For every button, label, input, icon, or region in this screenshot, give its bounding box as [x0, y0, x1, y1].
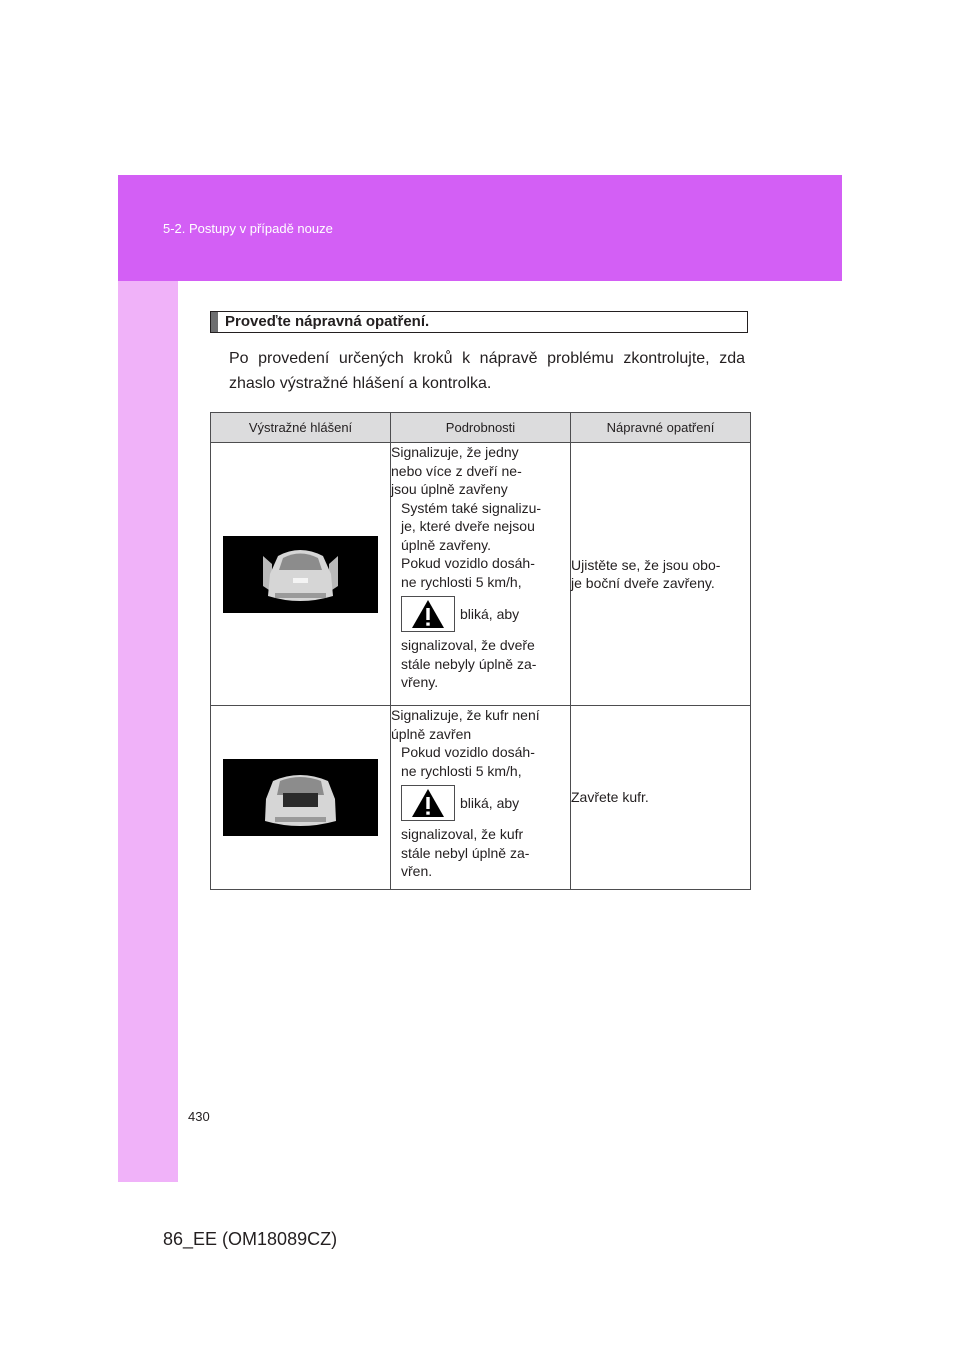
details-sub-line: Systém také signalizu- [401, 499, 542, 516]
details-sub-line: úplně zavřeny. [401, 536, 492, 553]
warning-image-cell [211, 443, 391, 706]
details-sub-line: Pokud vozidlo dosáh- [401, 555, 535, 571]
details-after-line: vřeny. [401, 674, 439, 690]
details-sub-line: je, které dveře nejsou [401, 518, 535, 534]
details-line: úplně zavřen [391, 725, 472, 742]
car-rear-trunk-open-icon [223, 759, 378, 836]
details-line: Signalizuje, že jedny [391, 444, 519, 460]
page-number: 430 [188, 1109, 210, 1124]
details-line: jsou úplně zavřeny [391, 481, 508, 497]
side-band [118, 281, 178, 1182]
intro-paragraph: Po provedení určených kroků k nápravě problému zkontrolujte, zda zhaslo výstražné hlášení a kontrolka. [229, 350, 745, 392]
details-after-line: signalizoval, že dveře [401, 637, 535, 653]
step-heading-box [210, 311, 748, 333]
warning-image-cell [211, 706, 391, 890]
warning-text: bliká, aby [460, 794, 520, 811]
section-label: 5-2. Postupy v případě nouze [163, 221, 333, 236]
warning-table [210, 412, 751, 890]
details-sub-line: ne rychlosti 5 km/h, [401, 573, 522, 590]
details-line: nebo více z dveří ne- [391, 462, 522, 479]
details-after-line: stále nebyl úplně za- [401, 844, 530, 861]
remedy-line: je boční dveře zavřeny. [571, 575, 715, 591]
remedy-line: Ujistěte se, že jsou obo- [571, 556, 721, 573]
table-row [211, 443, 751, 706]
column-header: Nápravné opatření [571, 413, 751, 443]
step-title: Proveďte nápravná opatření. [225, 313, 430, 330]
details-after-line: vřen. [401, 863, 433, 879]
details-sub-line: Pokud vozidlo dosáh- [401, 744, 535, 760]
warning-indicator-line [391, 785, 570, 821]
remedy-cell [571, 443, 751, 706]
details-sub-line: ne rychlosti 5 km/h, [401, 762, 522, 779]
details-after-line: signalizoval, že kufr [401, 826, 524, 842]
column-header: Podrobnosti [391, 413, 571, 443]
details-cell [391, 443, 571, 706]
table-header-row [211, 413, 751, 443]
details-line: Signalizuje, že kufr není [391, 707, 540, 723]
warning-triangle-icon [401, 785, 455, 821]
remedy-cell [571, 706, 751, 890]
warning-triangle-icon [401, 596, 455, 632]
warning-indicator-line [391, 596, 570, 632]
column-header: Výstražné hlášení [211, 413, 391, 443]
document-code: 86_EE (OM18089CZ) [163, 1229, 338, 1249]
remedy-line: Zavřete kufr. [571, 789, 649, 806]
details-cell [391, 706, 571, 890]
table-row [211, 706, 751, 890]
car-rear-doors-open-icon [223, 536, 378, 613]
details-after-line: stále nebyly úplně za- [401, 655, 537, 672]
warning-text: bliká, aby [460, 605, 520, 622]
